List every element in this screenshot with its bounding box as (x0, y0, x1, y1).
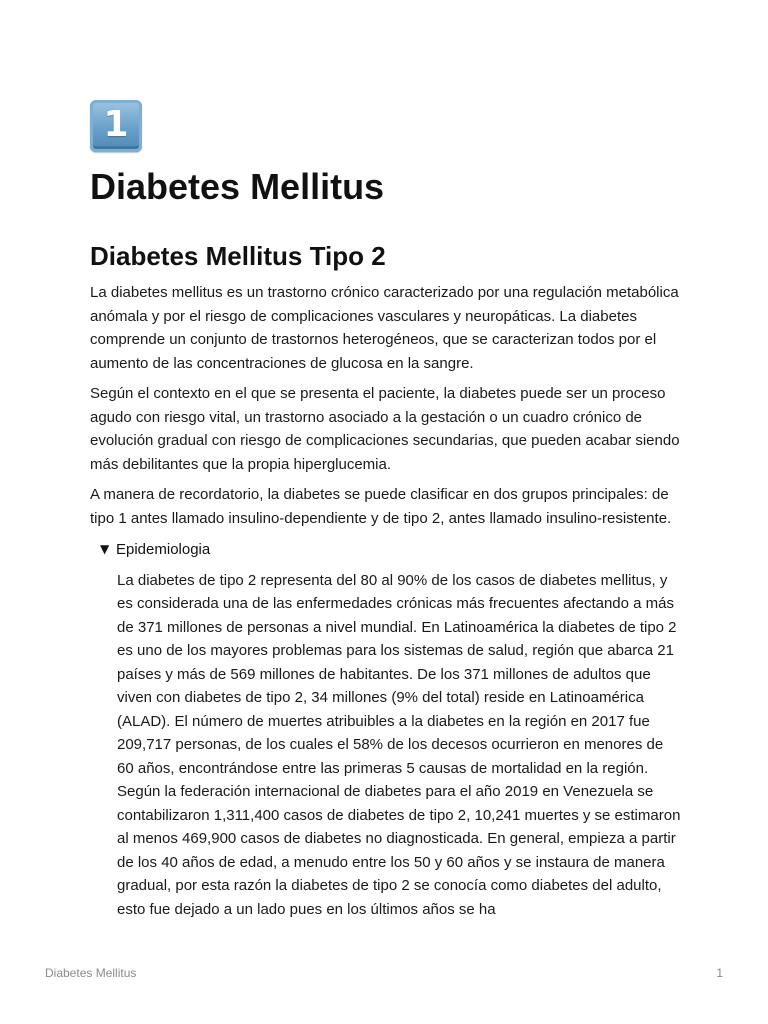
paragraph-context: Según el contexto en el que se presenta el paciente, la diabetes puede ser un proceso agudo con riesgo vital, un trastorno asociado a la gestación o un cuadro crónico de evolución gradual con riesgo de complicaciones secundarias, que pueden acabar siendo más debilitantes que la propia hiperglucemia. (90, 385, 680, 473)
footer-page-number: 1 (716, 966, 723, 980)
toggle-content (117, 569, 682, 922)
keycap-digit: 1 (103, 104, 129, 145)
keycap-digit-one-icon (90, 100, 142, 152)
page-footer (45, 966, 723, 980)
paragraph-classification: A manera de recordatorio, la diabetes se puede clasificar en dos grupos principales: de tipo 1 antes llamado insulino-dependiente y de tipo 2, antes llamado insulino-resistente. (90, 486, 672, 527)
toggle-epidemiologia[interactable] (100, 538, 680, 562)
page-title: Diabetes Mellitus (90, 166, 385, 207)
page-content (90, 100, 680, 921)
section-heading: Diabetes Mellitus Tipo 2 (90, 241, 386, 271)
footer-doc-title: Diabetes Mellitus (45, 966, 137, 980)
paragraph-epidemiology: La diabetes de tipo 2 representa del 80 al 90% de los casos de diabetes mellitus, y es considerada una de las enfermedades crónicas más frecuentes afectando a más de 371 millones de personas a nivel mundial. En Latinoamérica la diabetes de tipo 2 es uno de los mayores problemas para los sistemas de salud, región que abarca 21 países y más de 569 millones de habitantes. De los 371 millones de adultos que viven con diabetes de tipo 2, 34 millones (9% del total) reside en Latinoamérica (ALAD). El número de muertes atribuibles a la diabetes en la región en 2017 fue 209,717 personas, de los cuales el 58% de los decesos ocurrieron en menores de 60 años, encontrándose entre las primeras 5 causas de mortalidad en la región. Según la federación internacional de diabetes para el año 2019 en Venezuela se contabilizaron 1,311,400 casos de diabetes de tipo 2, 10,241 muertes y se estimaron al menos 469,900 casos de diabetes no diagnosticada. En general, empieza a partir de los 40 años de edad, a menudo entre los 50 y 60 años y se instaura de manera gradual, por esta razón la diabetes de tipo 2 se conocía como diabetes del adulto, esto fue dejado a un lado pues en los últimos años se ha (117, 571, 681, 918)
toggle-label[interactable]: Epidemiologia (116, 541, 211, 558)
paragraph-definition: La diabetes mellitus es un trastorno crónico caracterizado por una regulación metabólica anómala y por el riesgo de complicaciones vasculares y neuropáticas. La diabetes comprende un conjunto de trastornos heterogéneos, que se caracterizan todos por el aumento de las concentraciones de glucosa en la sangre. (90, 284, 679, 372)
triangle-down-icon[interactable]: ▼ (100, 542, 110, 556)
